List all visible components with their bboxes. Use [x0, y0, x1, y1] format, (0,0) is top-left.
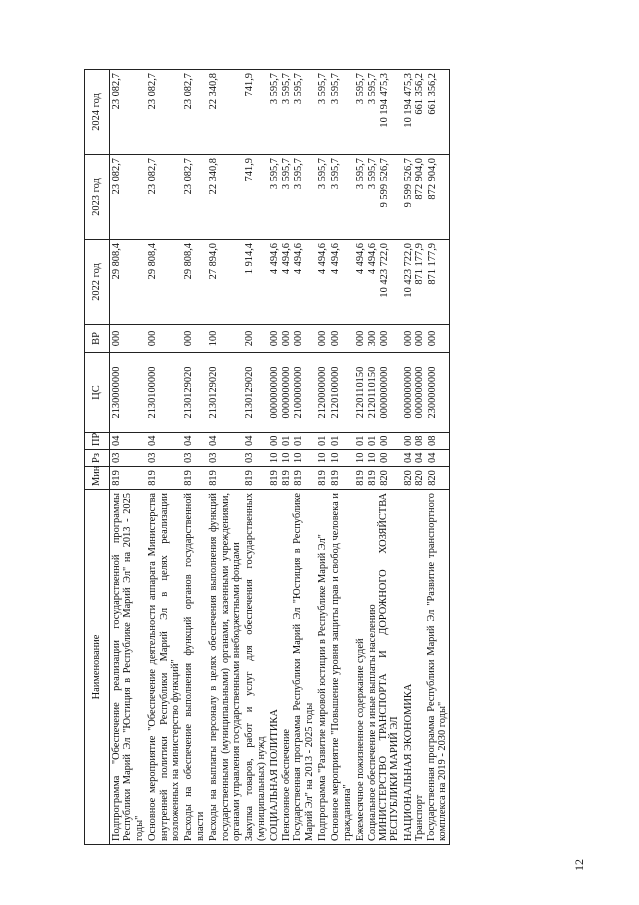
cell-value: 4 494,6 [280, 243, 292, 275]
cell-value: 0000000000 [414, 366, 426, 419]
row-name: МИНИСТЕРСТВО ТРАНСПОРТА И ДОРОЖНОГО ХОЗЯЙСТВА РЕСПУБЛИКИ МАРИЙ ЭЛ [377, 493, 401, 841]
table-row [110, 70, 147, 845]
cell-value: 200 [244, 330, 256, 347]
cell-y2022 [268, 240, 316, 325]
cell-value: 000 [280, 330, 292, 347]
cell-pr [243, 433, 268, 450]
cell-value: 4 494,6 [366, 243, 378, 275]
cell-value: 819 [293, 470, 305, 486]
cell-cs [110, 353, 147, 433]
cell-value: 04 [111, 435, 122, 446]
cell-value: 01 [280, 435, 292, 446]
cell-value: 3 595,7 [269, 73, 281, 105]
cell-value: 10 194 475,3 [402, 73, 414, 128]
cell-value: 3 595,7 [330, 158, 342, 190]
cell-min [207, 467, 243, 490]
cell-vr [354, 325, 402, 353]
header-2022: 2022 год [85, 240, 110, 325]
cell-rz [329, 450, 354, 467]
row-name: Социальное обеспечение и иные выплаты населению [366, 604, 378, 841]
table-row [329, 70, 354, 845]
cell-cs [329, 353, 354, 433]
cell-value: 00 [269, 435, 281, 446]
cell-min [268, 467, 316, 490]
cell-cs [316, 353, 329, 433]
cell-y2024 [268, 70, 316, 155]
cell-rz [402, 450, 450, 467]
cell-value: 2130100000 [147, 366, 159, 419]
cell-value: 000 [269, 330, 281, 347]
cell-value: 3 595,7 [330, 73, 342, 105]
cell-name [316, 490, 329, 845]
cell-value: 820 [402, 470, 414, 486]
cell-value: 04 [244, 435, 256, 446]
table-row [243, 70, 268, 845]
cell-pr [110, 433, 147, 450]
cell-value: 871 177,9 [426, 243, 438, 285]
cell-value: 22 340,8 [208, 158, 220, 195]
cell-y2022 [146, 240, 182, 325]
cell-value: 03 [183, 452, 195, 463]
table-row [354, 70, 402, 845]
row-name: Расходы на выплаты персоналу в целях обеспечения выполнения функций государственными (муниципальными) органами, казенными учреждениями, органами управления государственными внебюджетными фондами [208, 493, 243, 841]
cell-rz [354, 450, 402, 467]
cell-value: 23 082,7 [183, 73, 195, 110]
header-row [85, 70, 110, 845]
cell-value: 2120000000 [316, 366, 328, 419]
cell-value: 0000000000 [402, 366, 414, 419]
cell-name [402, 490, 450, 845]
cell-value: 872 904,0 [426, 158, 438, 200]
row-name: Государственная программа Республики Марий Эл "Развитие транспортного комплекса на 2019 - 2030 годы" [425, 493, 448, 841]
cell-value: 2130129020 [183, 366, 195, 419]
cell-value: 10 423 722,0 [378, 243, 390, 298]
cell-value: 661 356,2 [414, 73, 426, 115]
cell-value: 1 914,4 [244, 243, 256, 275]
table-body [110, 70, 450, 845]
cell-value: 2100000000 [293, 366, 305, 419]
row-name: Основное мероприятие "Повышение уровня защиты прав и свобод человека и гражданина" [330, 493, 353, 841]
cell-value: 9 599 526,7 [402, 158, 414, 208]
cell-y2024 [316, 70, 329, 155]
cell-cs [146, 353, 182, 433]
cell-cs [182, 353, 207, 433]
cell-value: 03 [111, 452, 122, 463]
cell-value: 000 [378, 330, 390, 347]
cell-value: 741,9 [244, 158, 256, 182]
cell-value: 23 082,7 [111, 158, 122, 195]
cell-y2024 [146, 70, 182, 155]
cell-rz [243, 450, 268, 467]
cell-value: 819 [280, 470, 292, 486]
cell-value: 3 595,7 [366, 158, 378, 190]
cell-value: 27 894,0 [208, 243, 220, 280]
cell-value: 3 595,7 [316, 158, 328, 190]
cell-value: 4 494,6 [355, 243, 367, 275]
cell-value: 10 [355, 452, 367, 463]
cell-y2022 [316, 240, 329, 325]
cell-pr [402, 433, 450, 450]
cell-value: 3 595,7 [355, 158, 367, 190]
cell-value: 10 [269, 452, 281, 463]
cell-value: 820 [378, 470, 390, 486]
cell-value: 23 082,7 [183, 158, 195, 195]
cell-value: 03 [208, 452, 220, 463]
row-name: Государственная программа Республики Марий Эл "Юстиция в Республике Марий Эл" на 2013 - 2025 годы [292, 493, 315, 841]
cell-y2022 [402, 240, 450, 325]
cell-value: 819 [316, 470, 328, 486]
cell-name [182, 490, 207, 845]
cell-vr [182, 325, 207, 353]
cell-value: 22 340,8 [208, 73, 220, 110]
header-vr: ВР [85, 325, 110, 353]
cell-rz [110, 450, 147, 467]
cell-name [243, 490, 268, 845]
header-pr: ПР [85, 433, 110, 450]
cell-value: 4 494,6 [269, 243, 281, 275]
cell-cs [354, 353, 402, 433]
cell-vr [110, 325, 147, 353]
cell-value: 23 082,7 [111, 73, 122, 110]
cell-value: 872 904,0 [414, 158, 426, 200]
cell-rz [316, 450, 329, 467]
cell-y2023 [354, 155, 402, 240]
cell-rz [182, 450, 207, 467]
cell-value: 10 [316, 452, 328, 463]
cell-value: 01 [355, 435, 367, 446]
row-name: Расходы на обеспечение выполнения функций органов государственной власти [183, 493, 206, 841]
cell-value: 2120100000 [330, 366, 342, 419]
cell-value: 819 [111, 470, 122, 486]
cell-value: 000 [293, 330, 305, 347]
cell-vr [402, 325, 450, 353]
cell-value: 10 [330, 452, 342, 463]
cell-value: 0000000000 [269, 366, 281, 419]
table-row [182, 70, 207, 845]
header-2023: 2023 год [85, 155, 110, 240]
budget-table [84, 69, 450, 845]
table-row [268, 70, 316, 845]
cell-value: 0000000000 [378, 366, 390, 419]
cell-y2023 [182, 155, 207, 240]
cell-value: 819 [330, 470, 342, 486]
cell-value: 10 423 722,0 [402, 243, 414, 298]
cell-value: 000 [402, 330, 414, 347]
cell-value: 3 595,7 [293, 158, 305, 190]
cell-y2023 [402, 155, 450, 240]
cell-y2023 [243, 155, 268, 240]
cell-value: 819 [366, 470, 378, 486]
cell-y2024 [354, 70, 402, 155]
cell-value: 820 [414, 470, 426, 486]
cell-rz [207, 450, 243, 467]
cell-value: 04 [183, 435, 195, 446]
cell-vr [268, 325, 316, 353]
cell-value: 23 082,7 [147, 73, 159, 110]
cell-value: 01 [330, 435, 342, 446]
cell-min [146, 467, 182, 490]
table-row [146, 70, 182, 845]
cell-vr [146, 325, 182, 353]
cell-pr [268, 433, 316, 450]
cell-value: 00 [378, 452, 390, 463]
cell-min [329, 467, 354, 490]
cell-rz [268, 450, 316, 467]
cell-value: 23 082,7 [147, 158, 159, 195]
cell-value: 819 [244, 470, 256, 486]
cell-pr [182, 433, 207, 450]
cell-value: 2130129020 [244, 366, 256, 419]
cell-min [402, 467, 450, 490]
cell-y2024 [402, 70, 450, 155]
cell-value: 819 [147, 470, 159, 486]
cell-value: 3 595,7 [366, 73, 378, 105]
cell-value: 661 356,2 [426, 73, 438, 115]
cell-value: 00 [402, 435, 414, 446]
header-2024: 2024 год [85, 70, 110, 155]
cell-name [110, 490, 147, 845]
cell-y2023 [268, 155, 316, 240]
cell-value: 000 [111, 330, 122, 347]
cell-vr [316, 325, 329, 353]
cell-value: 03 [147, 452, 159, 463]
cell-value: 04 [208, 435, 220, 446]
cell-y2023 [110, 155, 147, 240]
cell-name [354, 490, 402, 845]
cell-value: 01 [293, 435, 305, 446]
cell-value: 10 [293, 452, 305, 463]
row-name: Подпрограмма "Обеспечение реализации государственной программы Республики Марий Эл "Юстиция в Республике Марий Эл" на 2013 - 2025 годы" [111, 493, 145, 841]
row-name: Основное мероприятие "Обеспечение деятельности аппарата Министерства внутренней политики Республики Марий Эл в целях реализации возложенных на министерство функций" [147, 493, 182, 841]
cell-pr [329, 433, 354, 450]
cell-value: 3 595,7 [293, 73, 305, 105]
cell-value: 4 494,6 [293, 243, 305, 275]
cell-value: 819 [355, 470, 367, 486]
cell-value: 819 [208, 470, 220, 486]
cell-y2022 [182, 240, 207, 325]
cell-y2024 [182, 70, 207, 155]
cell-value: 2130000000 [111, 366, 122, 419]
header-cs: ЦС [85, 353, 110, 433]
table-row [402, 70, 450, 845]
cell-value: 10 194 475,3 [378, 73, 390, 128]
cell-value: 100 [208, 330, 220, 347]
cell-value: 01 [316, 435, 328, 446]
cell-vr [243, 325, 268, 353]
cell-value: 4 494,6 [330, 243, 342, 275]
cell-pr [207, 433, 243, 450]
cell-y2024 [329, 70, 354, 155]
cell-min [182, 467, 207, 490]
row-name: НАЦИОНАЛЬНАЯ ЭКОНОМИКА [402, 683, 414, 841]
cell-value: 2120110150 [366, 366, 378, 419]
cell-y2023 [146, 155, 182, 240]
cell-value: 300 [366, 330, 378, 347]
cell-y2024 [243, 70, 268, 155]
cell-min [243, 467, 268, 490]
header-min: Мин [85, 467, 110, 490]
cell-pr [146, 433, 182, 450]
cell-name [207, 490, 243, 845]
cell-value: 01 [366, 435, 378, 446]
cell-y2023 [329, 155, 354, 240]
cell-value: 4 494,6 [316, 243, 328, 275]
cell-name [329, 490, 354, 845]
cell-value: 0000000000 [280, 366, 292, 419]
row-name: Ежемесячное пожизненное содержание судей [355, 638, 367, 841]
row-name: Пенсионное обеспечение [280, 728, 292, 841]
table-row [316, 70, 329, 845]
cell-rz [146, 450, 182, 467]
cell-value: 00 [378, 435, 390, 446]
cell-value: 29 808,4 [147, 243, 159, 280]
cell-value: 741,9 [244, 73, 256, 97]
page-number: 12 [572, 859, 586, 871]
row-name: Подпрограмма "Развитие мировой юстиции в Республике Марий Эл" [316, 534, 328, 841]
cell-value: 820 [426, 470, 438, 486]
cell-value: 04 [402, 452, 414, 463]
cell-cs [243, 353, 268, 433]
cell-value: 08 [426, 435, 438, 446]
row-name: Транспорт [414, 794, 426, 841]
cell-value: 04 [426, 452, 438, 463]
cell-name [268, 490, 316, 845]
cell-value: 000 [355, 330, 367, 347]
cell-value: 000 [183, 330, 195, 347]
cell-pr [354, 433, 402, 450]
cell-vr [329, 325, 354, 353]
cell-min [354, 467, 402, 490]
table-row [207, 70, 243, 845]
cell-y2022 [110, 240, 147, 325]
cell-y2023 [316, 155, 329, 240]
cell-cs [402, 353, 450, 433]
cell-name [146, 490, 182, 845]
cell-y2023 [207, 155, 243, 240]
cell-value: 819 [269, 470, 281, 486]
cell-value: 04 [414, 452, 426, 463]
cell-value: 3 595,7 [269, 158, 281, 190]
cell-value: 2130129020 [208, 366, 220, 419]
cell-cs [207, 353, 243, 433]
cell-value: 000 [414, 330, 426, 347]
cell-value: 2120110150 [355, 366, 367, 419]
row-name: СОЦИАЛЬНАЯ ПОЛИТИКА [269, 709, 281, 841]
cell-y2022 [329, 240, 354, 325]
cell-value: 000 [426, 330, 438, 347]
cell-y2024 [207, 70, 243, 155]
cell-value: 3 595,7 [280, 158, 292, 190]
cell-value: 871 177,9 [414, 243, 426, 285]
cell-value: 3 595,7 [280, 73, 292, 105]
cell-value: 03 [244, 452, 256, 463]
cell-value: 2300000000 [426, 366, 438, 419]
cell-vr [207, 325, 243, 353]
cell-y2022 [243, 240, 268, 325]
cell-value: 29 808,4 [111, 243, 122, 280]
cell-y2022 [354, 240, 402, 325]
cell-cs [268, 353, 316, 433]
row-name: Закупка товаров, работ и услуг для обеспечения государственных (муниципальных) нужд [244, 493, 267, 841]
cell-pr [316, 433, 329, 450]
cell-value: 08 [414, 435, 426, 446]
cell-value: 000 [316, 330, 328, 347]
cell-value: 3 595,7 [316, 73, 328, 105]
cell-min [316, 467, 329, 490]
cell-value: 04 [147, 435, 159, 446]
cell-value: 000 [330, 330, 342, 347]
cell-value: 10 [366, 452, 378, 463]
cell-value: 10 [280, 452, 292, 463]
cell-value: 29 808,4 [183, 243, 195, 280]
cell-value: 3 595,7 [355, 73, 367, 105]
header-rz: Рз [85, 450, 110, 467]
header-name: Наименование [85, 490, 110, 845]
cell-value: 819 [183, 470, 195, 486]
cell-value: 9 599 526,7 [378, 158, 390, 208]
cell-value: 000 [147, 330, 159, 347]
cell-y2024 [110, 70, 147, 155]
cell-min [110, 467, 147, 490]
cell-y2022 [207, 240, 243, 325]
